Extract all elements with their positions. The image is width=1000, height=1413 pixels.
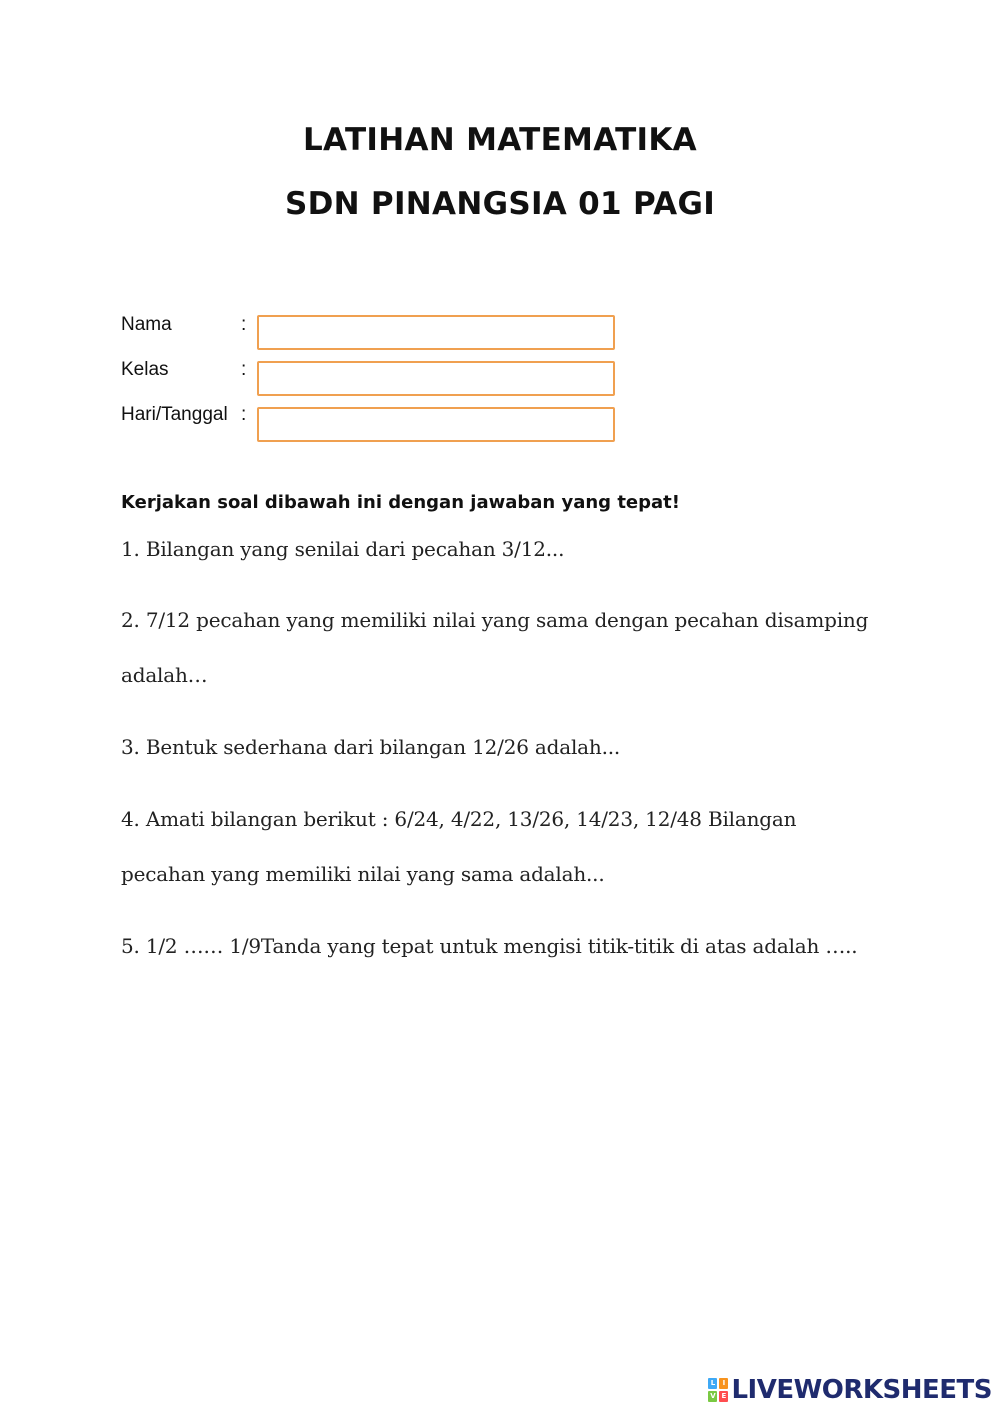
name-colon: : xyxy=(241,314,247,335)
instruction-text: Kerjakan soal dibawah ini dengan jawaban yang tepat! xyxy=(121,492,680,513)
name-input[interactable] xyxy=(257,315,615,350)
date-label: Hari/Tanggal xyxy=(121,404,228,425)
class-colon: : xyxy=(241,359,247,380)
date-input[interactable] xyxy=(257,407,615,442)
name-label: Nama xyxy=(121,314,172,335)
worksheet-title: LATIHAN MATEMATIKA xyxy=(303,122,697,158)
question-2: 2. 7/12 pecahan yang memiliki nilai yang sama dengan pecahan disamping adalah… xyxy=(121,608,869,687)
class-label: Kelas xyxy=(121,359,169,380)
question-1: 1. Bilangan yang senilai dari pecahan 3/12... xyxy=(121,537,565,561)
brand-name: LIVEWORKSHEETS xyxy=(731,1375,992,1405)
logo-letter-i: I xyxy=(719,1378,728,1389)
logo-letter-l: L xyxy=(708,1378,717,1389)
question-5: 5. 1/2 …… 1/9Tanda yang tepat untuk mengisi titik-titik di atas adalah ….. xyxy=(121,934,858,958)
question-4: 4. Amati bilangan berikut : 6/24, 4/22, 13/26, 14/23, 12/48 Bilangan pecahan yang memiliki nilai yang sama adalah... xyxy=(121,807,797,886)
liveworksheets-brand xyxy=(708,1375,992,1405)
liveworksheets-logo-icon xyxy=(708,1378,728,1402)
logo-letter-v: V xyxy=(710,1392,716,1400)
school-name: SDN PINANGSIA 01 PAGI xyxy=(284,186,716,222)
date-colon: : xyxy=(241,404,247,425)
class-input[interactable] xyxy=(257,361,615,396)
logo-letter-e: E xyxy=(719,1391,728,1402)
question-3: 3. Bentuk sederhana dari bilangan 12/26 adalah... xyxy=(121,735,621,759)
